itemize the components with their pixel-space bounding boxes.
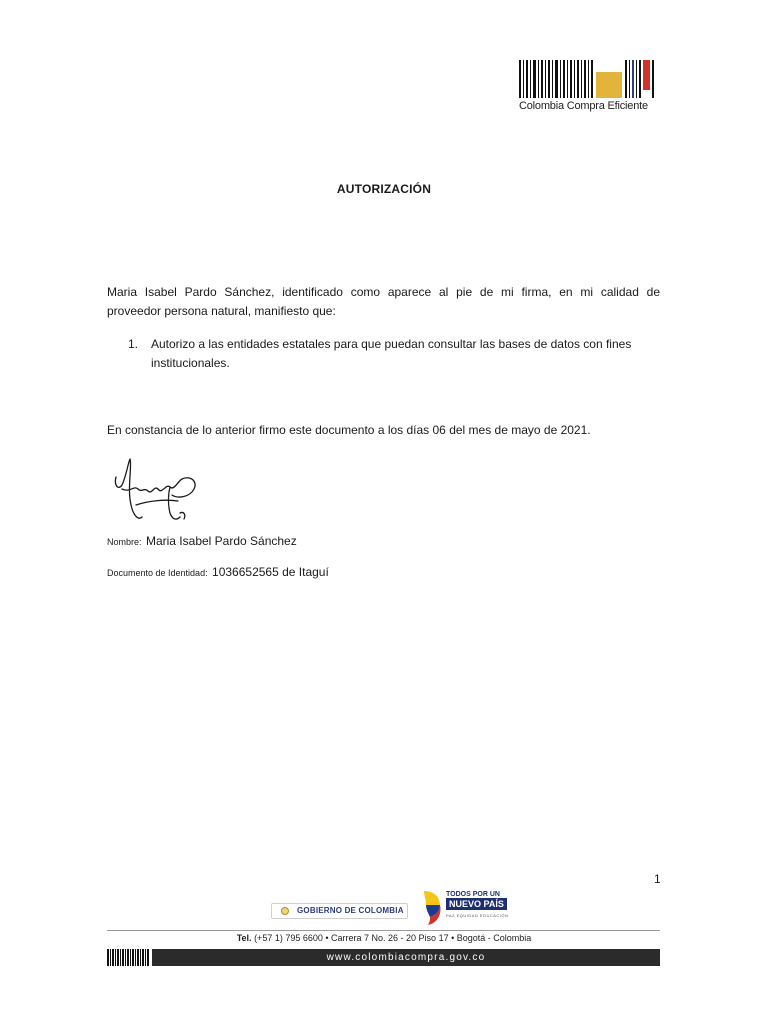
handwritten-signature-icon [108,455,203,527]
address-text: (+57 1) 795 6600 • Carrera 7 No. 26 - 20 Piso 17 • Bogotá - Colombia [254,933,532,943]
footer-divider [107,930,660,931]
barcode-logo-icon [519,58,659,100]
footer-barcode-icon [107,949,150,966]
nombre-field [107,532,297,550]
nombre-value: Maria Isabel Pardo Sánchez [145,534,297,548]
document-title: AUTORIZACIÓN [336,182,432,196]
gobierno-de-colombia-logo [271,903,408,919]
logo-text: Colombia Compra Eficiente [519,100,648,112]
intro-line-2: proveedor persona natural, manifiesto que: [107,304,336,318]
colombia-compra-logo [519,58,659,116]
list-item-number: 1. [128,337,139,351]
footer-address [0,933,768,943]
list-item-text: Autorizo a las entidades estatales para que puedan consultar las bases de datos con fines institucionales. [151,337,632,370]
pais-line-1: TODOS POR UN [446,891,500,898]
closing-statement: En constancia de lo anterior firmo este documento a los días 06 del mes de mayo de 2021. [107,423,591,437]
website-link[interactable]: www.colombiacompra.gov.co [152,949,660,966]
tel-label: Tel. [236,933,252,943]
intro-paragraph [107,283,660,321]
documento-label: Documento de Identidad: [107,568,208,578]
pais-line-3: PAZ EQUIDAD EDUCACIÓN [446,913,509,918]
nombre-label: Nombre: [107,537,142,547]
intro-line-1: Maria Isabel Pardo Sánchez, identificado como aparece al pie de mi firma, en mi calidad de [107,285,660,299]
colombia-flag-icon [420,889,444,927]
documento-value: 1036652565 de Itaguí [212,565,329,579]
nuevo-pais-logo [418,889,508,929]
pais-line-2: NUEVO PAÍS [446,898,507,910]
documento-field [107,563,329,581]
coat-of-arms-icon [281,907,289,915]
page-number: 1 [654,872,661,886]
gobierno-text: GOBIERNO DE COLOMBIA [297,906,404,915]
